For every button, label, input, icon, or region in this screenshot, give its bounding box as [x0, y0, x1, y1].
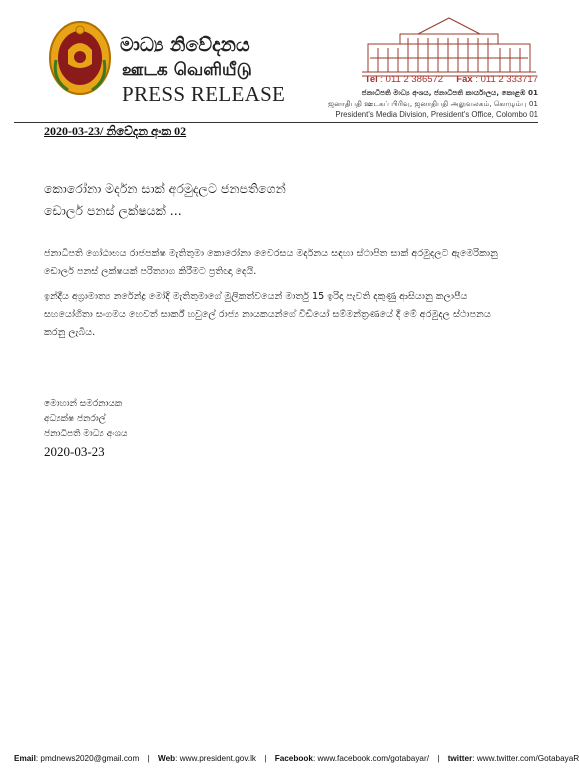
footer-contacts: Email: pmdnews2020@gmail.com | Web: www.president.gov.lk | Facebook: www.facebook.com/gotabayar/ | twitter: www.twitter.com/GotabayaR [14, 754, 579, 763]
header-divider [14, 122, 538, 123]
release-reference: 2020-03-23/ නිවේදන අංක 02 [44, 124, 187, 138]
release-date: 2020-03-23 [44, 444, 105, 459]
email-label: Email [14, 754, 36, 763]
title-tamil: ஊடக வெளியீடு [122, 60, 252, 80]
body-paragraph-1: ජනාධිපති ගෝඨාභය රාජපක්ෂ මැතිතුමා කොරෝනා වෛරසය මර්දනය සඳහා ස්ථාපිත සාක් අරමුදලට ඇමෙරිකානු ඩොලර් පනස් ලක්ෂයක් පරිත්‍යාග කිරීමට ප්‍රතිඥා දෙයි. [44, 248, 498, 277]
address-english: President's Media Division, President's Office, Colombo 01 [335, 110, 538, 119]
headline [44, 178, 286, 222]
title-english: PRESS RELEASE [122, 82, 286, 106]
address-sinhala: ජනාධිපති මාධ්‍ය අංශය, ජනාධිපති කාර්යාලය, කොළඹ 01 [361, 88, 538, 97]
email-value[interactable]: : pmdnews2020@gmail.com [35, 754, 140, 763]
signatory-office: ජනාධිපති මාධ්‍ය අංශය [44, 429, 128, 439]
contact-phones [365, 74, 538, 85]
twitter-label: twitter [447, 754, 473, 763]
signatory-title: අධ්‍යක්ෂ ජනරාල් [44, 414, 106, 424]
sri-lanka-emblem [48, 20, 112, 96]
fax-value: : 011 2 333717 [475, 74, 538, 85]
fax-label: Fax [456, 74, 473, 85]
title-sinhala: මාධ්‍ය නිවේදනය [120, 34, 250, 56]
web-value[interactable]: : www.president.gov.lk [175, 754, 256, 763]
tel-label: Tel [364, 74, 378, 85]
web-label: Web [158, 754, 176, 763]
twitter-value[interactable]: : www.twitter.com/GotabayaR [472, 754, 579, 763]
presidents-office-building-logo [360, 14, 538, 78]
headline-line-2: ඩොලර් පනස් ලක්ෂයක් ... [44, 203, 182, 218]
signatory-name: මොහාන් සමරනායක [44, 399, 123, 409]
facebook-label: Facebook [274, 754, 313, 763]
headline-line-1: කොරෝනා මර්දන සාක් අරමුදලට ජනපතිගෙන් [44, 181, 286, 196]
tel-value: : 011 2 386572 [380, 74, 444, 85]
address-tamil: ஜனாதிபதி ஊடகப் பிரிவு, ஜனாதிபதி அலுவலகம், கொழும்பு 01 [328, 99, 538, 108]
body-paragraph-2: ඉන්දීය අග්‍රාමාත්‍ය නරේන්ද්‍ර මෝදි මැතිතුමාගේ මුලිකත්වයෙන් මාර්තු 15 ඉරිදා පැවති දකුණු ආසියානු කලාපීය සහයෝගිතා සංගමය හෙවත් සාර්ක් හවුලේ රාජ්‍ය නායකයන්ගේ වීඩියෝ සම්මන්ත්‍රණයේ දී මේ අරමුදල ස්ථාපනය කරනු ලැබීය. [44, 291, 491, 338]
facebook-value[interactable]: : www.facebook.com/gotabayar/ [312, 754, 429, 763]
